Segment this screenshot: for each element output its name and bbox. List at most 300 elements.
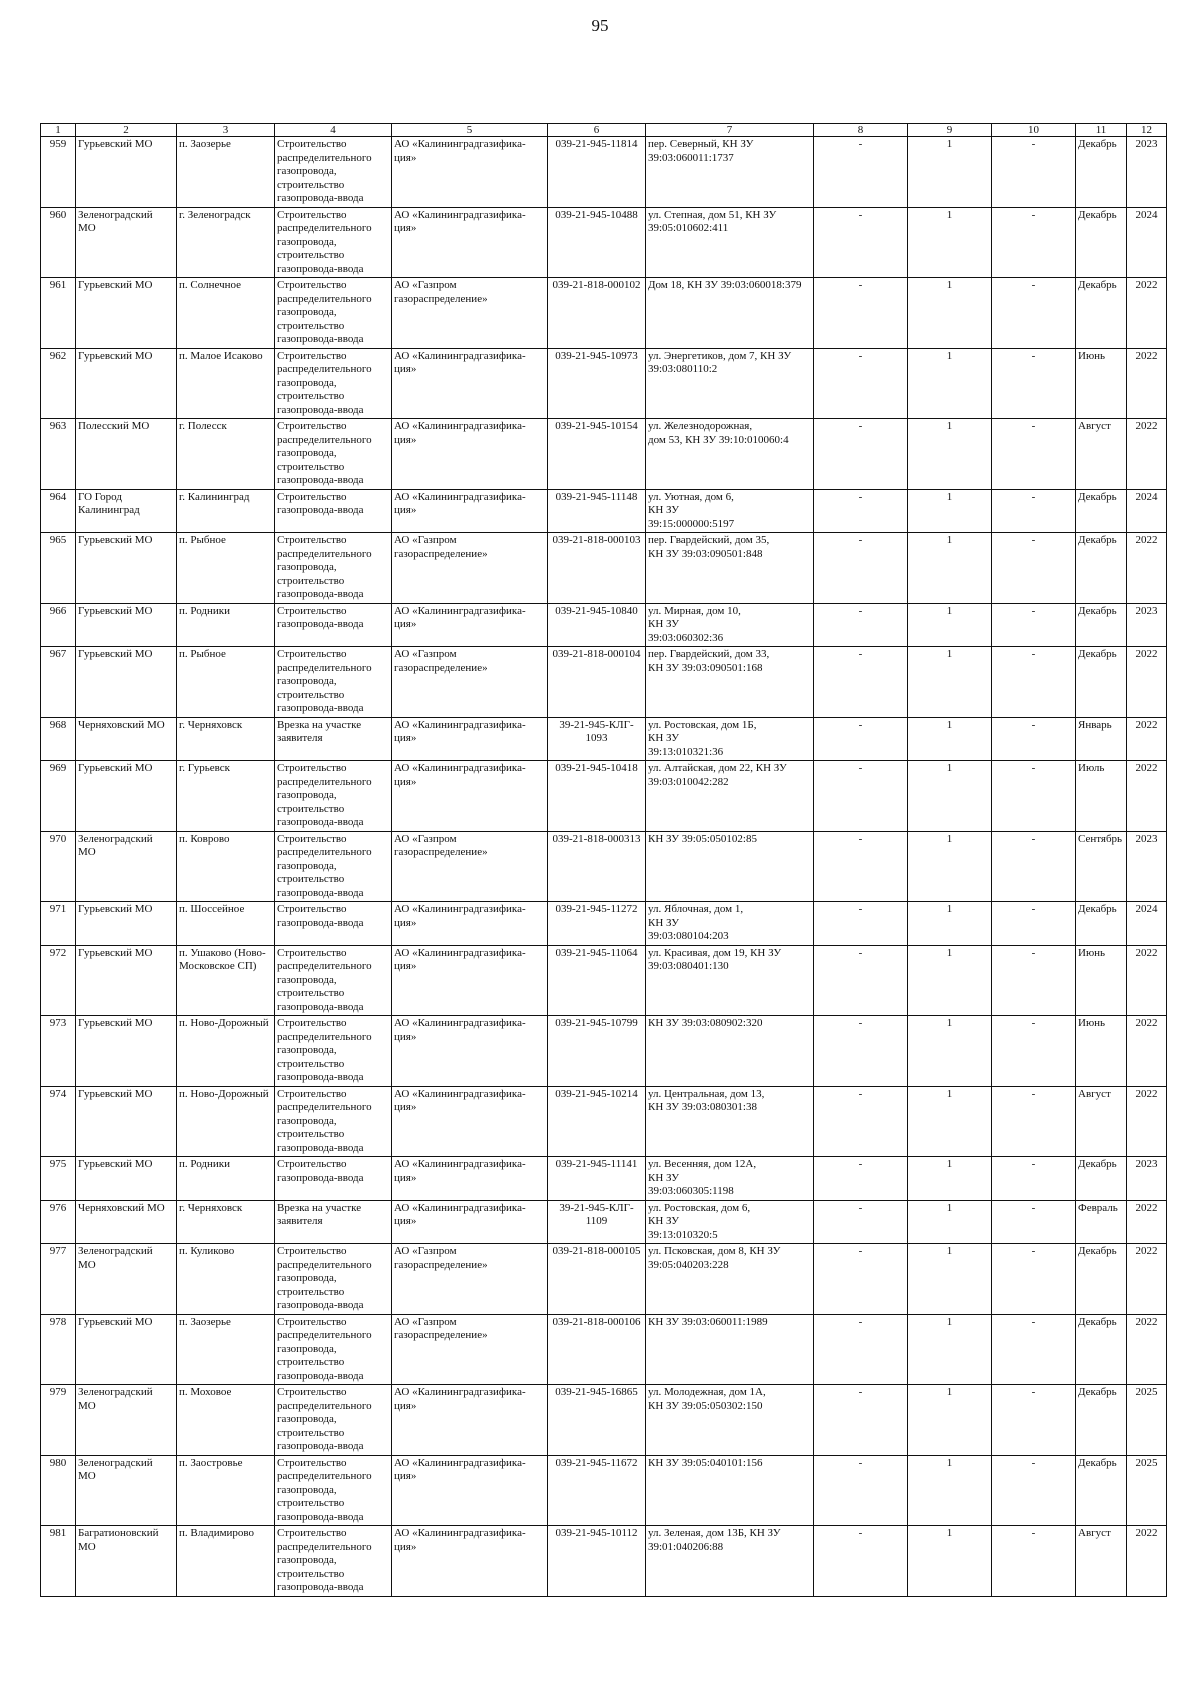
work-type-cell: Строительство распределительного газопровода, строительство газопровода-ввода [275, 1385, 392, 1456]
col10-cell: - [992, 1016, 1076, 1087]
month-cell: Июнь [1076, 945, 1127, 1016]
organization-cell: АО «Калининградгазифика- ция» [392, 1086, 548, 1157]
col10-cell: - [992, 1314, 1076, 1385]
year-cell: 2024 [1127, 207, 1167, 278]
month-cell: Декабрь [1076, 489, 1127, 533]
col9-cell: 1 [908, 717, 992, 761]
organization-cell: АО «Газпром газораспределение» [392, 1314, 548, 1385]
address-cell: КН ЗУ 39:03:060011:1989 [646, 1314, 814, 1385]
column-header: 3 [177, 124, 275, 137]
month-cell: Декабрь [1076, 1314, 1127, 1385]
work-type-cell: Строительство распределительного газопровода, строительство газопровода-ввода [275, 348, 392, 419]
organization-cell: АО «Газпром газораспределение» [392, 278, 548, 349]
row-number-cell: 977 [41, 1244, 76, 1315]
year-cell: 2022 [1127, 1200, 1167, 1244]
organization-cell: АО «Калининградгазифика- ция» [392, 603, 548, 647]
col8-cell: - [814, 278, 908, 349]
work-type-cell: Строительство распределительного газопровода, строительство газопровода-ввода [275, 1244, 392, 1315]
month-cell: Декабрь [1076, 1157, 1127, 1201]
year-cell: 2022 [1127, 419, 1167, 490]
col10-cell: - [992, 348, 1076, 419]
organization-cell: АО «Калининградгазифика- ция» [392, 348, 548, 419]
settlement-cell: п. Солнечное [177, 278, 275, 349]
month-cell: Декабрь [1076, 137, 1127, 208]
month-cell: Февраль [1076, 1200, 1127, 1244]
column-header: 8 [814, 124, 908, 137]
settlement-cell: п. Рыбное [177, 533, 275, 604]
year-cell: 2023 [1127, 603, 1167, 647]
row-number-cell: 972 [41, 945, 76, 1016]
col10-cell: - [992, 419, 1076, 490]
col8-cell: - [814, 207, 908, 278]
organization-cell: АО «Калининградгазифика- ция» [392, 902, 548, 946]
col8-cell: - [814, 1385, 908, 1456]
address-cell: ул. Молодежная, дом 1А, КН ЗУ 39:05:050302:150 [646, 1385, 814, 1456]
gasification-table [40, 123, 1167, 1597]
municipality-cell: Зеленоградский МО [76, 1385, 177, 1456]
application-number-cell: 039-21-945-11814 [548, 137, 646, 208]
municipality-cell: Гурьевский МО [76, 603, 177, 647]
col9-cell: 1 [908, 603, 992, 647]
settlement-cell: г. Гурьевск [177, 761, 275, 832]
table-row [41, 1455, 1167, 1526]
year-cell: 2022 [1127, 761, 1167, 832]
col8-cell: - [814, 533, 908, 604]
row-number-cell: 965 [41, 533, 76, 604]
col10-cell: - [992, 1200, 1076, 1244]
col9-cell: 1 [908, 1526, 992, 1597]
address-cell: КН ЗУ 39:03:080902:320 [646, 1016, 814, 1087]
municipality-cell: Гурьевский МО [76, 647, 177, 718]
table-row [41, 137, 1167, 208]
month-cell: Декабрь [1076, 1244, 1127, 1315]
col9-cell: 1 [908, 761, 992, 832]
application-number-cell: 039-21-945-10214 [548, 1086, 646, 1157]
municipality-cell: Гурьевский МО [76, 1157, 177, 1201]
address-cell: ул. Уютная, дом 6, КН ЗУ 39:15:000000:5197 [646, 489, 814, 533]
table-row [41, 278, 1167, 349]
organization-cell: АО «Калининградгазифика- ция» [392, 1157, 548, 1201]
application-number-cell: 039-21-818-000104 [548, 647, 646, 718]
municipality-cell: Гурьевский МО [76, 533, 177, 604]
row-number-cell: 960 [41, 207, 76, 278]
year-cell: 2022 [1127, 533, 1167, 604]
address-cell: ул. Весенняя, дом 12А, КН ЗУ 39:03:060305:1198 [646, 1157, 814, 1201]
col10-cell: - [992, 761, 1076, 832]
column-header: 2 [76, 124, 177, 137]
col8-cell: - [814, 1244, 908, 1315]
address-cell: ул. Алтайская, дом 22, КН ЗУ 39:03:010042:282 [646, 761, 814, 832]
organization-cell: АО «Газпром газораспределение» [392, 647, 548, 718]
row-number-cell: 971 [41, 902, 76, 946]
settlement-cell: г. Зеленоградск [177, 207, 275, 278]
table-row [41, 1157, 1167, 1201]
row-number-cell: 974 [41, 1086, 76, 1157]
application-number-cell: 039-21-945-11272 [548, 902, 646, 946]
row-number-cell: 961 [41, 278, 76, 349]
table-row [41, 419, 1167, 490]
col10-cell: - [992, 902, 1076, 946]
organization-cell: АО «Калининградгазифика- ция» [392, 1016, 548, 1087]
settlement-cell: п. Родники [177, 603, 275, 647]
application-number-cell: 039-21-818-000105 [548, 1244, 646, 1315]
organization-cell: АО «Калининградгазифика- ция» [392, 137, 548, 208]
organization-cell: АО «Калининградгазифика- ция» [392, 207, 548, 278]
table-row [41, 761, 1167, 832]
month-cell: Сентябрь [1076, 831, 1127, 902]
address-cell: КН ЗУ 39:05:040101:156 [646, 1455, 814, 1526]
col10-cell: - [992, 1157, 1076, 1201]
table-row [41, 489, 1167, 533]
municipality-cell: Гурьевский МО [76, 137, 177, 208]
year-cell: 2022 [1127, 1244, 1167, 1315]
settlement-cell: г. Черняховск [177, 1200, 275, 1244]
col8-cell: - [814, 603, 908, 647]
row-number-cell: 963 [41, 419, 76, 490]
municipality-cell: Гурьевский МО [76, 278, 177, 349]
work-type-cell: Строительство распределительного газопровода, строительство газопровода-ввода [275, 207, 392, 278]
work-type-cell: Строительство газопровода-ввода [275, 902, 392, 946]
row-number-cell: 964 [41, 489, 76, 533]
address-cell: ул. Яблочная, дом 1, КН ЗУ 39:03:080104:203 [646, 902, 814, 946]
application-number-cell: 039-21-818-000102 [548, 278, 646, 349]
col10-cell: - [992, 533, 1076, 604]
col10-cell: - [992, 489, 1076, 533]
col10-cell: - [992, 647, 1076, 718]
application-number-cell: 039-21-945-11141 [548, 1157, 646, 1201]
column-header: 9 [908, 124, 992, 137]
col9-cell: 1 [908, 1016, 992, 1087]
col9-cell: 1 [908, 1157, 992, 1201]
organization-cell: АО «Калининградгазифика- ция» [392, 1385, 548, 1456]
col9-cell: 1 [908, 945, 992, 1016]
municipality-cell: Гурьевский МО [76, 1314, 177, 1385]
col8-cell: - [814, 1526, 908, 1597]
col10-cell: - [992, 1086, 1076, 1157]
col10-cell: - [992, 717, 1076, 761]
work-type-cell: Строительство распределительного газопровода, строительство газопровода-ввода [275, 419, 392, 490]
application-number-cell: 039-21-945-10154 [548, 419, 646, 490]
year-cell: 2022 [1127, 1526, 1167, 1597]
application-number-cell: 39-21-945-КЛГ- 1093 [548, 717, 646, 761]
row-number-cell: 979 [41, 1385, 76, 1456]
page-number: 95 [591, 16, 609, 35]
settlement-cell: п. Заозерье [177, 1314, 275, 1385]
table-header-row [41, 124, 1167, 137]
settlement-cell: п. Моховое [177, 1385, 275, 1456]
work-type-cell: Строительство распределительного газопровода, строительство газопровода-ввода [275, 1314, 392, 1385]
work-type-cell: Строительство распределительного газопровода, строительство газопровода-ввода [275, 761, 392, 832]
organization-cell: АО «Калининградгазифика- ция» [392, 419, 548, 490]
address-cell: ул. Железнодорожная, дом 53, КН ЗУ 39:10:010060:4 [646, 419, 814, 490]
month-cell: Декабрь [1076, 1385, 1127, 1456]
month-cell: Декабрь [1076, 1455, 1127, 1526]
settlement-cell: п. Коврово [177, 831, 275, 902]
year-cell: 2023 [1127, 831, 1167, 902]
settlement-cell: п. Заостровье [177, 1455, 275, 1526]
settlement-cell: г. Полесск [177, 419, 275, 490]
table-row [41, 831, 1167, 902]
col8-cell: - [814, 902, 908, 946]
table-row [41, 1016, 1167, 1087]
col10-cell: - [992, 945, 1076, 1016]
col8-cell: - [814, 1314, 908, 1385]
col10-cell: - [992, 1244, 1076, 1315]
year-cell: 2023 [1127, 137, 1167, 208]
col9-cell: 1 [908, 1385, 992, 1456]
work-type-cell: Строительство распределительного газопровода, строительство газопровода-ввода [275, 647, 392, 718]
work-type-cell: Врезка на участке заявителя [275, 717, 392, 761]
year-cell: 2022 [1127, 945, 1167, 1016]
year-cell: 2022 [1127, 1016, 1167, 1087]
municipality-cell: Гурьевский МО [76, 761, 177, 832]
month-cell: Июнь [1076, 348, 1127, 419]
organization-cell: АО «Газпром газораспределение» [392, 1244, 548, 1315]
row-number-cell: 959 [41, 137, 76, 208]
work-type-cell: Строительство распределительного газопровода, строительство газопровода-ввода [275, 1016, 392, 1087]
application-number-cell: 039-21-945-10488 [548, 207, 646, 278]
settlement-cell: п. Куликово [177, 1244, 275, 1315]
organization-cell: АО «Калининградгазифика- ция» [392, 489, 548, 533]
municipality-cell: Гурьевский МО [76, 348, 177, 419]
address-cell: ул. Мирная, дом 10, КН ЗУ 39:03:060302:36 [646, 603, 814, 647]
settlement-cell: г. Калининград [177, 489, 275, 533]
application-number-cell: 39-21-945-КЛГ- 1109 [548, 1200, 646, 1244]
table-row [41, 647, 1167, 718]
year-cell: 2024 [1127, 902, 1167, 946]
year-cell: 2022 [1127, 278, 1167, 349]
address-cell: пер. Гвардейский, дом 35, КН ЗУ 39:03:090501:848 [646, 533, 814, 604]
row-number-cell: 981 [41, 1526, 76, 1597]
row-number-cell: 966 [41, 603, 76, 647]
col10-cell: - [992, 137, 1076, 208]
address-cell: ул. Энергетиков, дом 7, КН ЗУ 39:03:080110:2 [646, 348, 814, 419]
address-cell: КН ЗУ 39:05:050102:85 [646, 831, 814, 902]
row-number-cell: 975 [41, 1157, 76, 1201]
col9-cell: 1 [908, 489, 992, 533]
year-cell: 2023 [1127, 1157, 1167, 1201]
table-row [41, 1314, 1167, 1385]
col9-cell: 1 [908, 831, 992, 902]
table-row [41, 1385, 1167, 1456]
work-type-cell: Строительство распределительного газопровода, строительство газопровода-ввода [275, 137, 392, 208]
col8-cell: - [814, 1157, 908, 1201]
col8-cell: - [814, 419, 908, 490]
column-header: 7 [646, 124, 814, 137]
col9-cell: 1 [908, 1244, 992, 1315]
municipality-cell: Полесский МО [76, 419, 177, 490]
col10-cell: - [992, 1455, 1076, 1526]
organization-cell: АО «Калининградгазифика- ция» [392, 1200, 548, 1244]
municipality-cell: Зеленоградский МО [76, 207, 177, 278]
column-header: 5 [392, 124, 548, 137]
month-cell: Декабрь [1076, 902, 1127, 946]
col10-cell: - [992, 1526, 1076, 1597]
address-cell: ул. Центральная, дом 13, КН ЗУ 39:03:080301:38 [646, 1086, 814, 1157]
address-cell: ул. Степная, дом 51, КН ЗУ 39:05:010602:411 [646, 207, 814, 278]
col9-cell: 1 [908, 902, 992, 946]
settlement-cell: п. Шоссейное [177, 902, 275, 946]
col8-cell: - [814, 1455, 908, 1526]
year-cell: 2022 [1127, 717, 1167, 761]
organization-cell: АО «Калининградгазифика- ция» [392, 1526, 548, 1597]
application-number-cell: 039-21-945-10799 [548, 1016, 646, 1087]
application-number-cell: 039-21-945-10112 [548, 1526, 646, 1597]
table-row [41, 717, 1167, 761]
year-cell: 2022 [1127, 647, 1167, 718]
col10-cell: - [992, 831, 1076, 902]
organization-cell: АО «Газпром газораспределение» [392, 831, 548, 902]
settlement-cell: п. Малое Исаково [177, 348, 275, 419]
organization-cell: АО «Калининградгазифика- ция» [392, 761, 548, 832]
municipality-cell: Гурьевский МО [76, 902, 177, 946]
col8-cell: - [814, 761, 908, 832]
work-type-cell: Строительство распределительного газопровода, строительство газопровода-ввода [275, 945, 392, 1016]
application-number-cell: 039-21-945-11148 [548, 489, 646, 533]
column-header: 1 [41, 124, 76, 137]
settlement-cell: п. Рыбное [177, 647, 275, 718]
col10-cell: - [992, 207, 1076, 278]
address-cell: ул. Псковская, дом 8, КН ЗУ 39:05:040203:228 [646, 1244, 814, 1315]
month-cell: Январь [1076, 717, 1127, 761]
address-cell: ул. Красивая, дом 19, КН ЗУ 39:03:080401:130 [646, 945, 814, 1016]
address-cell: Дом 18, КН ЗУ 39:03:060018:379 [646, 278, 814, 349]
application-number-cell: 039-21-945-10973 [548, 348, 646, 419]
address-cell: ул. Ростовская, дом 6, КН ЗУ 39:13:010320:5 [646, 1200, 814, 1244]
work-type-cell: Строительство распределительного газопровода, строительство газопровода-ввода [275, 533, 392, 604]
application-number-cell: 039-21-818-000313 [548, 831, 646, 902]
month-cell: Декабрь [1076, 533, 1127, 604]
row-number-cell: 967 [41, 647, 76, 718]
col9-cell: 1 [908, 419, 992, 490]
row-number-cell: 973 [41, 1016, 76, 1087]
settlement-cell: п. Владимирово [177, 1526, 275, 1597]
table-row [41, 1244, 1167, 1315]
column-header: 11 [1076, 124, 1127, 137]
municipality-cell: Гурьевский МО [76, 1016, 177, 1087]
application-number-cell: 039-21-945-11064 [548, 945, 646, 1016]
col9-cell: 1 [908, 1314, 992, 1385]
col8-cell: - [814, 1086, 908, 1157]
organization-cell: АО «Калининградгазифика- ция» [392, 945, 548, 1016]
work-type-cell: Строительство распределительного газопровода, строительство газопровода-ввода [275, 1526, 392, 1597]
municipality-cell: Багратионовский МО [76, 1526, 177, 1597]
table-row [41, 207, 1167, 278]
year-cell: 2022 [1127, 1314, 1167, 1385]
col9-cell: 1 [908, 533, 992, 604]
col9-cell: 1 [908, 647, 992, 718]
application-number-cell: 039-21-818-000106 [548, 1314, 646, 1385]
year-cell: 2022 [1127, 1086, 1167, 1157]
settlement-cell: п. Ново-Дорожный [177, 1086, 275, 1157]
application-number-cell: 039-21-945-10418 [548, 761, 646, 832]
application-number-cell: 039-21-945-10840 [548, 603, 646, 647]
col9-cell: 1 [908, 1200, 992, 1244]
settlement-cell: г. Черняховск [177, 717, 275, 761]
year-cell: 2025 [1127, 1455, 1167, 1526]
application-number-cell: 039-21-945-16865 [548, 1385, 646, 1456]
work-type-cell: Строительство распределительного газопровода, строительство газопровода-ввода [275, 1086, 392, 1157]
column-header: 12 [1127, 124, 1167, 137]
row-number-cell: 980 [41, 1455, 76, 1526]
month-cell: Декабрь [1076, 603, 1127, 647]
settlement-cell: п. Ново-Дорожный [177, 1016, 275, 1087]
col8-cell: - [814, 831, 908, 902]
row-number-cell: 970 [41, 831, 76, 902]
work-type-cell: Строительство распределительного газопровода, строительство газопровода-ввода [275, 1455, 392, 1526]
year-cell: 2022 [1127, 348, 1167, 419]
col8-cell: - [814, 945, 908, 1016]
address-cell: пер. Северный, КН ЗУ 39:03:060011:1737 [646, 137, 814, 208]
col8-cell: - [814, 717, 908, 761]
year-cell: 2024 [1127, 489, 1167, 533]
col9-cell: 1 [908, 137, 992, 208]
column-header: 10 [992, 124, 1076, 137]
month-cell: Август [1076, 419, 1127, 490]
row-number-cell: 978 [41, 1314, 76, 1385]
address-cell: ул. Ростовская, дом 1Б, КН ЗУ 39:13:010321:36 [646, 717, 814, 761]
col8-cell: - [814, 489, 908, 533]
municipality-cell: Зеленоградский МО [76, 1455, 177, 1526]
work-type-cell: Строительство распределительного газопровода, строительство газопровода-ввода [275, 278, 392, 349]
column-header: 4 [275, 124, 392, 137]
col10-cell: - [992, 278, 1076, 349]
address-cell: пер. Гвардейский, дом 33, КН ЗУ 39:03:090501:168 [646, 647, 814, 718]
table-row [41, 1086, 1167, 1157]
month-cell: Июль [1076, 761, 1127, 832]
settlement-cell: п. Ушаково (Ново- Московское СП) [177, 945, 275, 1016]
col8-cell: - [814, 348, 908, 419]
row-number-cell: 976 [41, 1200, 76, 1244]
municipality-cell: Черняховский МО [76, 1200, 177, 1244]
work-type-cell: Врезка на участке заявителя [275, 1200, 392, 1244]
col9-cell: 1 [908, 1455, 992, 1526]
col9-cell: 1 [908, 278, 992, 349]
col9-cell: 1 [908, 1086, 992, 1157]
col9-cell: 1 [908, 207, 992, 278]
table-row [41, 1200, 1167, 1244]
table-row [41, 945, 1167, 1016]
col8-cell: - [814, 137, 908, 208]
organization-cell: АО «Газпром газораспределение» [392, 533, 548, 604]
table-row [41, 348, 1167, 419]
col10-cell: - [992, 1385, 1076, 1456]
month-cell: Декабрь [1076, 647, 1127, 718]
settlement-cell: п. Родники [177, 1157, 275, 1201]
table-row [41, 902, 1167, 946]
table-row [41, 1526, 1167, 1597]
address-cell: ул. Зеленая, дом 13Б, КН ЗУ 39:01:040206:88 [646, 1526, 814, 1597]
table-body [41, 137, 1167, 1597]
application-number-cell: 039-21-945-11672 [548, 1455, 646, 1526]
col10-cell: - [992, 603, 1076, 647]
municipality-cell: Зеленоградский МО [76, 1244, 177, 1315]
work-type-cell: Строительство газопровода-ввода [275, 603, 392, 647]
work-type-cell: Строительство распределительного газопровода, строительство газопровода-ввода [275, 831, 392, 902]
row-number-cell: 968 [41, 717, 76, 761]
organization-cell: АО «Калининградгазифика- ция» [392, 717, 548, 761]
table-row [41, 603, 1167, 647]
municipality-cell: Гурьевский МО [76, 945, 177, 1016]
row-number-cell: 962 [41, 348, 76, 419]
month-cell: Июнь [1076, 1016, 1127, 1087]
work-type-cell: Строительство газопровода-ввода [275, 489, 392, 533]
col8-cell: - [814, 647, 908, 718]
table-row [41, 533, 1167, 604]
month-cell: Декабрь [1076, 207, 1127, 278]
col9-cell: 1 [908, 348, 992, 419]
month-cell: Декабрь [1076, 278, 1127, 349]
